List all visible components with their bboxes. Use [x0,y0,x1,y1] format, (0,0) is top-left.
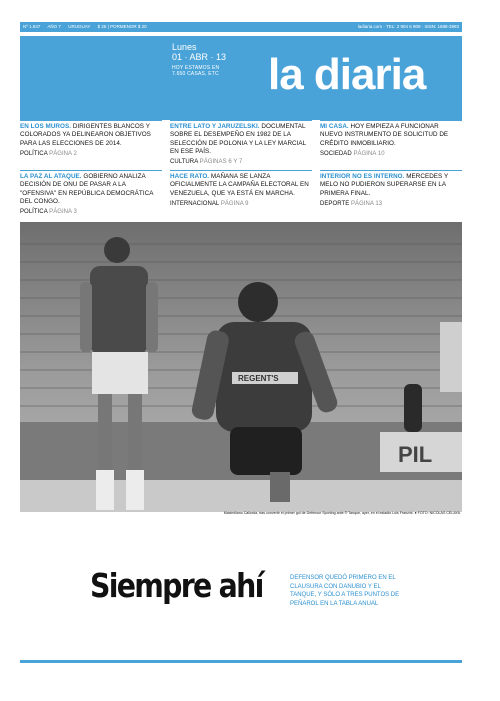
day-of-week: Lunes [172,42,197,52]
front-page [20,22,462,662]
photo-caption: Maximiliano Callorda, tras convertir el primer gol de Defensor Sporting ante ® Tanque, ayer, en el estadio Luis Franzini. ● FOTO: NICOLÁS CELAYA [223,511,460,515]
lead-headline[interactable]: Siempre ahí [90,566,263,605]
brief-item[interactable] [170,170,312,217]
brief-item[interactable] [170,120,312,167]
brief-section: POLÍTICA [20,150,48,157]
brief-section: SOCIEDAD [320,150,352,157]
brief-text: DOCUMENTAL SOBRE EL DESEMPEÑO EN 1982 DE LA SELECCIÓN DE POLONIA Y LA LEY MARCIAL EN ESE PAÍS. [170,123,307,155]
brief-kicker: HACE RATO. [170,173,210,180]
issue-date: 01 · ABR · 13 [172,52,227,62]
jersey-sponsor: REGENT'S [238,374,279,383]
masthead [20,36,462,120]
date-block [172,42,226,77]
brief-kicker: MI CASA. [320,123,349,130]
bottom-rule [20,660,462,663]
brief-kicker: EN LOS MUROS. [20,123,72,130]
football-photo-illustration [20,222,462,512]
brief-page: PÁGINA 13 [350,200,383,207]
brief-text: DIRIGENTES BLANCOS Y COLORADOS YA DELINEARON OBJETIVOS PARA LAS ELECCIONES DE 2014. [20,123,151,147]
brief-page: PÁGINA 10 [353,150,385,157]
brief-item[interactable] [320,170,462,217]
circulation-line-2: 7.650 CASAS, ETC [172,71,219,77]
circulation-line-1: HOY ESTAMOS EN [172,65,220,71]
brief-text: MERCEDES Y MELO NO PUDIERON SUPERARSE EN LA PRIMERA FINAL. [320,173,449,197]
brief-text: MAÑANA SE LANZA OFICIALMENTE LA CAMPAÑA ELECTORAL EN VENEZUELA, QUE YA ESTÁ EN MARCHA. [170,173,309,197]
brief-item[interactable] [320,120,462,167]
brief-text: GOBIERNO ANALIZA DECISIÓN DE ONU DE PASAR A LA "OFENSIVA" EN REPÚBLICA DEMOCRÁTICA DEL CONGO. [20,173,154,205]
lead-blurb: DEFENSOR QUEDÓ PRIMERO EN EL CLAUSURA CON DANUBIO Y EL TANQUE, Y SÓLO A TRES PUNTOS DE PEÑAROL EN LA TABLA ANUAL [290,575,400,607]
newspaper-logo[interactable]: la diaria [268,50,426,99]
brief-section: DEPORTE [320,200,350,207]
brief-text: HOY EMPIEZA A FUNCIONAR NUEVO INSTRUMENTO DE SOLICITUD DE CRÉDITO INMOBILIARIO. [320,123,449,147]
lead-story[interactable] [20,518,462,654]
brief-section: CULTURA [170,159,198,166]
top-info-bar [20,22,462,32]
contact-info: ladiaria.com · TEL: 2 904 6 909 · ISSN: 1688-3993 [357,24,459,29]
brief-item[interactable] [20,120,162,167]
brief-item[interactable] [20,170,162,217]
brief-page: PÁGINA 9 [220,200,249,207]
country: URUGUAY [68,24,91,29]
brief-kicker: ENTRE LATO Y JARUZELSKI. [170,123,260,130]
briefs-grid [20,120,462,218]
brief-page: PÁGINA 2 [49,150,77,157]
svg-text:PIL: PIL [398,442,433,467]
price: $ 25 | PORMENOR $ 20 [97,24,147,29]
year: AÑO 7 [47,24,61,29]
brief-section: POLÍTICA [20,209,48,216]
issue-number: Nº 1.847 [23,24,41,29]
lead-photo[interactable] [20,222,462,515]
brief-section: INTERNACIONAL [170,200,220,207]
brief-page: PÁGINAS 6 Y 7 [199,159,243,166]
brief-kicker: LA PAZ AL ATAQUE. [20,173,82,180]
brief-page: PÁGINA 3 [49,209,77,216]
brief-kicker: INTERIOR NO ES INTERNO. [320,173,405,180]
